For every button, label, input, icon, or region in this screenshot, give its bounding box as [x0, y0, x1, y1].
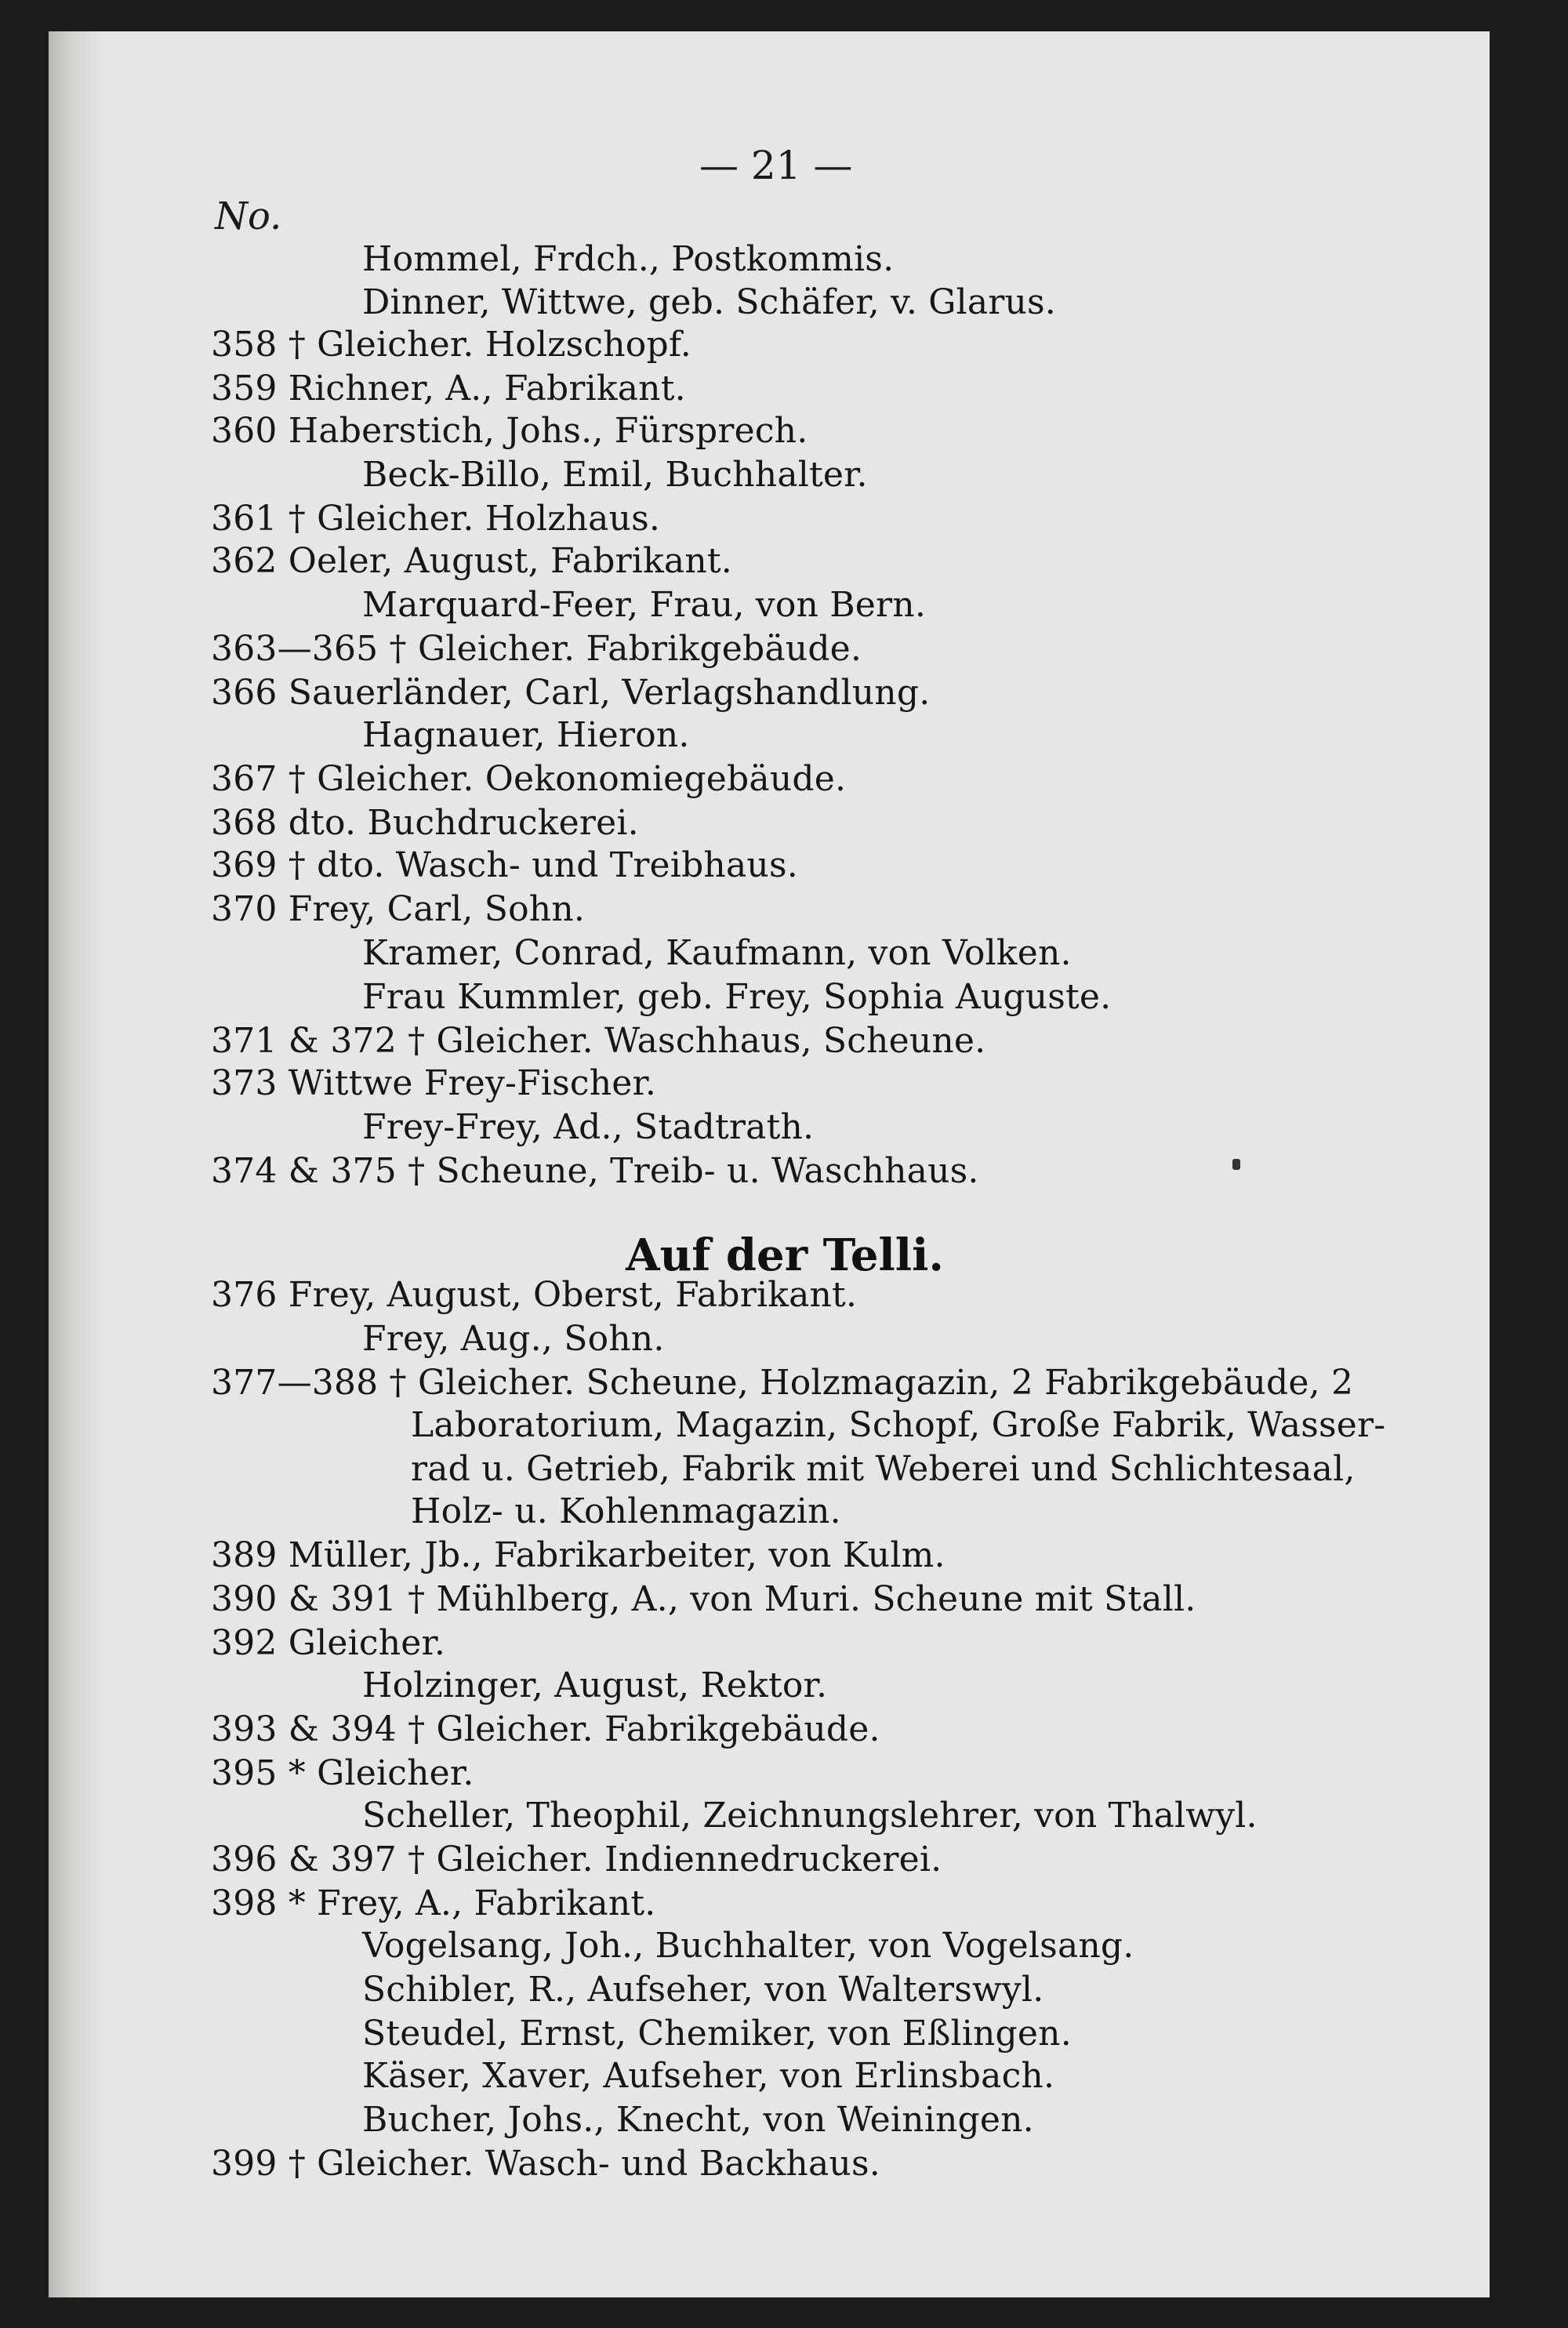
list-item [411, 1491, 841, 1531]
entry-number: 376 [211, 1275, 278, 1315]
entry-number: 366 [211, 673, 278, 713]
list-item [362, 1970, 1044, 2010]
entry-text: Oeler, August, Fabrikant. [277, 541, 732, 581]
list-item [211, 2144, 880, 2184]
list-item [362, 2056, 1054, 2096]
list-item [362, 1107, 814, 1147]
entry-text: Richner, A., Fabrikant. [277, 369, 686, 409]
entry-number: 392 [211, 1623, 278, 1663]
entry-number: 361 [211, 499, 278, 539]
entry-number: 362 [211, 541, 278, 581]
entry-text: Hagnauer, Hieron. [362, 715, 690, 755]
list-item [362, 1319, 665, 1359]
entry-text: Sauerländer, Carl, Verlagshandlung. [277, 673, 931, 713]
entry-number: 389 [211, 1535, 278, 1575]
entry-number: 367 [211, 759, 278, 799]
entry-text: Haberstich, Johs., Fürsprech. [277, 411, 808, 451]
list-item [211, 629, 862, 669]
entry-text: † Mühlberg, A., von Muri. Scheune mit Stall. [396, 1579, 1196, 1619]
list-item [211, 1063, 656, 1103]
entry-number: 377—388 [211, 1363, 379, 1403]
entry-number: 369 [211, 845, 278, 885]
entry-text: † Gleicher. Oekonomiegebäude. [277, 759, 847, 799]
entry-text: Müller, Jb., Fabrikarbeiter, von Kulm. [277, 1535, 946, 1575]
entry-text: † Gleicher. Holzschopf. [277, 325, 691, 365]
entry-text: Schibler, R., Aufseher, von Walterswyl. [362, 1970, 1044, 2010]
entry-number: 373 [211, 1063, 278, 1103]
entry-number: 396 & 397 [211, 1840, 397, 1879]
list-item [211, 1021, 985, 1061]
entry-text: Käser, Xaver, Aufseher, von Erlinsbach. [362, 2056, 1055, 2096]
list-item [211, 673, 930, 713]
list-item [362, 2014, 1072, 2054]
list-item [411, 1449, 1356, 1489]
entry-text: Holz- u. Kohlenmagazin. [411, 1491, 841, 1531]
entry-number: 363—365 [211, 629, 379, 669]
list-item [211, 499, 660, 539]
entry-text: rad u. Getrieb, Fabrik mit Weberei und Schlichtesaal, [411, 1449, 1356, 1489]
entry-number: 360 [211, 411, 278, 451]
list-item [362, 585, 926, 625]
entry-text: † Gleicher. Holzhaus. [277, 499, 661, 539]
book-page [49, 31, 1490, 2297]
entry-number: 395 [211, 1753, 278, 1793]
list-item [362, 455, 868, 495]
entry-text: † Gleicher. Indiennedruckerei. [396, 1840, 942, 1879]
list-item [362, 1665, 827, 1705]
entry-text: Beck-Billo, Emil, Buchhalter. [362, 455, 868, 495]
entry-text: Laboratorium, Magazin, Schopf, Große Fabrik, Wasser- [411, 1405, 1386, 1445]
entry-text: Dinner, Wittwe, geb. Schäfer, v. Glarus. [362, 282, 1056, 322]
entry-text: Hommel, Frdch., Postkommis. [362, 239, 895, 279]
entry-text: * Frey, A., Fabrikant. [277, 1883, 656, 1923]
entry-number: 359 [211, 369, 278, 409]
entry-text: † Gleicher. Wasch- und Backhaus. [277, 2144, 880, 2184]
entry-text: Frey-Frey, Ad., Stadtrath. [362, 1107, 815, 1147]
entry-text: Frey, Carl, Sohn. [277, 889, 586, 929]
entry-text: † Scheune, Treib- u. Waschhaus. [396, 1151, 979, 1191]
entry-text: Gleicher. [277, 1623, 446, 1663]
entry-text: Bucher, Johs., Knecht, von Weiningen. [362, 2100, 1034, 2140]
entry-number: 399 [211, 2144, 278, 2184]
entry-text: Kramer, Conrad, Kaufmann, von Volken. [362, 933, 1072, 973]
list-item [211, 1579, 1196, 1619]
entry-text: † Gleicher. Waschhaus, Scheune. [396, 1021, 986, 1061]
list-item [362, 715, 690, 755]
entry-text: dto. Buchdruckerei. [277, 803, 639, 843]
list-item [211, 1151, 979, 1191]
entry-text: Frey, Aug., Sohn. [362, 1319, 665, 1359]
entry-number: 358 [211, 325, 278, 365]
entry-text: Frey, August, Oberst, Fabrikant. [277, 1275, 858, 1315]
entry-text: Holzinger, August, Rektor. [362, 1665, 828, 1705]
entry-number: 368 [211, 803, 278, 843]
list-item [211, 325, 691, 365]
entry-text: † Gleicher. Scheune, Holzmagazin, 2 Fabrikgebäude, 2 [378, 1363, 1354, 1403]
list-item [211, 1753, 474, 1793]
list-item [362, 933, 1072, 973]
list-item [211, 411, 808, 451]
list-item [211, 1535, 946, 1575]
entry-text: * Gleicher. [277, 1753, 474, 1793]
list-item [362, 977, 1111, 1017]
section-title-telli: Auf der Telli. [626, 1229, 944, 1281]
list-item [211, 369, 686, 409]
entry-text: Scheller, Theophil, Zeichnungslehrer, von Thalwyl. [362, 1796, 1258, 1836]
list-item [211, 889, 585, 929]
list-item [362, 1926, 1134, 1966]
list-item [362, 2100, 1034, 2140]
list-item [211, 845, 798, 885]
list-item [211, 1840, 942, 1879]
entry-text: † dto. Wasch- und Treibhaus. [277, 845, 798, 885]
entry-number: 393 & 394 [211, 1709, 397, 1749]
number-column-label: No. [215, 194, 282, 238]
list-item [362, 239, 894, 279]
list-item [211, 1883, 655, 1923]
entry-list [49, 31, 1490, 2297]
list-item [211, 803, 639, 843]
page-number: — 21 — [699, 143, 853, 188]
entry-text: † Gleicher. Fabrikgebäude. [396, 1709, 880, 1749]
entry-text: Steudel, Ernst, Chemiker, von Eßlingen. [362, 2014, 1072, 2054]
entry-text: Wittwe Frey-Fischer. [277, 1063, 657, 1103]
entry-number: 374 & 375 [211, 1151, 397, 1191]
entry-number: 390 & 391 [211, 1579, 397, 1619]
list-item [362, 282, 1056, 322]
list-item [211, 541, 732, 581]
list-item [211, 1709, 880, 1749]
list-item [362, 1796, 1258, 1836]
ink-speck [1232, 1159, 1240, 1170]
list-item [211, 759, 846, 799]
list-item [211, 1363, 1353, 1403]
entry-text: Vogelsang, Joh., Buchhalter, von Vogelsang. [362, 1926, 1134, 1966]
entry-text: Marquard-Feer, Frau, von Bern. [362, 585, 927, 625]
entry-number: 371 & 372 [211, 1021, 397, 1061]
entry-text: † Gleicher. Fabrikgebäude. [378, 629, 862, 669]
list-item [211, 1623, 445, 1663]
list-item [411, 1405, 1385, 1445]
entry-text: Frau Kummler, geb. Frey, Sophia Auguste. [362, 977, 1112, 1017]
entry-number: 370 [211, 889, 278, 929]
entry-number: 398 [211, 1883, 278, 1923]
